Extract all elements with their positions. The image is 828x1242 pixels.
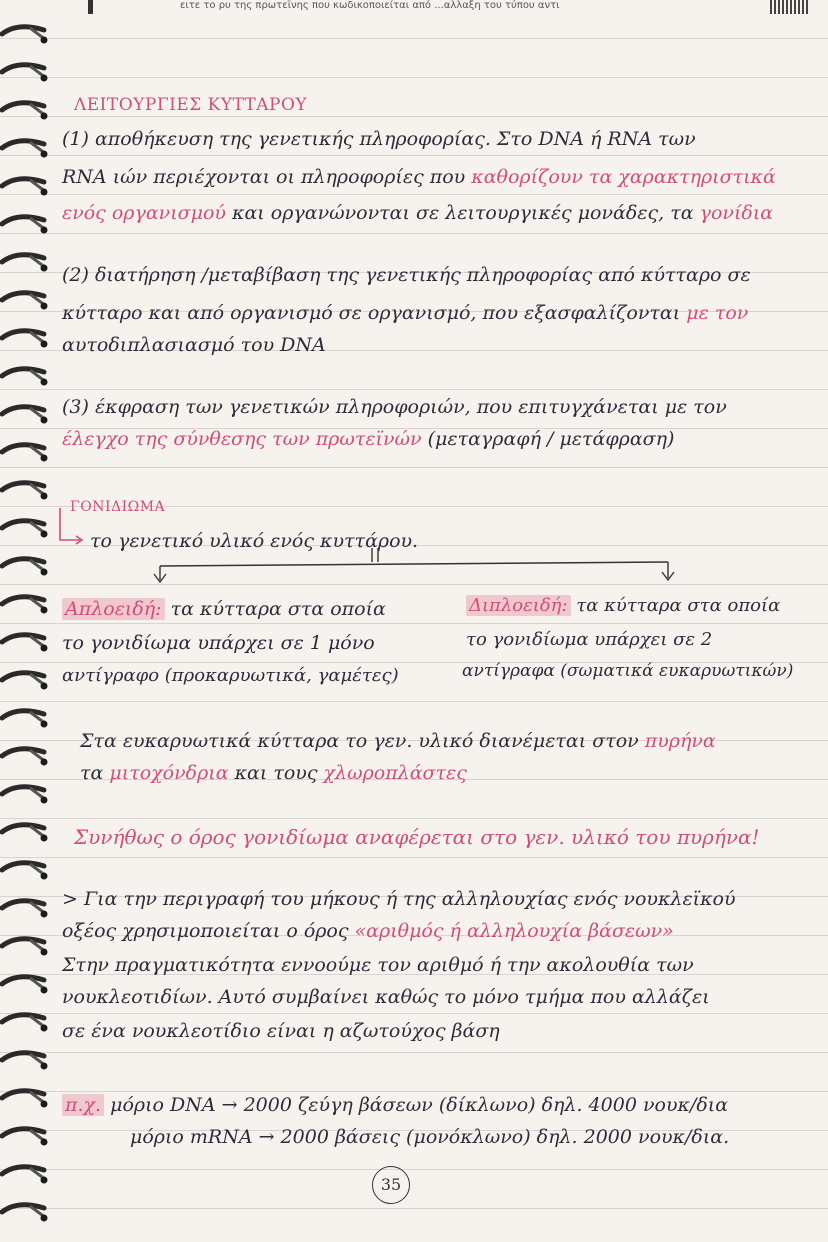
spiral-ring [0, 96, 50, 126]
spiral-ring [0, 856, 50, 886]
heading-genome: ΓΟΝΙΔΙΩΜΑ [70, 499, 166, 515]
spiral-ring [0, 400, 50, 430]
spiral-ring [0, 172, 50, 202]
line-13-left: αντίγραφο (προκαρυωτικά, γαμέτες) [62, 665, 399, 686]
line-4: (2) διατήρηση /μεταβίβαση της γενετικής πληροφορίας από κύτταρο σε [62, 264, 751, 286]
spiral-ring [0, 894, 50, 924]
heading-functions: ΛΕΙΤΟΥΡΓΙΕΣ ΚΥΤΤΑΡΟΥ [74, 95, 308, 115]
line-2: RNA ιών περιέχονται οι πληροφορίες που καθορίζουν τα χαρακτηριστικά [62, 166, 776, 188]
line-7: (3) έκφραση των γενετικών πληροφοριών, που επιτυγχάνεται με τον [62, 396, 727, 418]
spiral-ring [0, 1122, 50, 1152]
spiral-ring [0, 742, 50, 772]
spiral-ring [0, 286, 50, 316]
spiral-ring [0, 20, 50, 50]
line-6: αυτοδιπλασιασμό του DNA [62, 334, 326, 356]
spiral-ring [0, 818, 50, 848]
line-1: (1) αποθήκευση της γενετικής πληροφορίας. Στο DNA ή RNA των [62, 128, 696, 150]
spiral-ring [0, 970, 50, 1000]
line-3: ενός οργανισμού και οργανώνονται σε λειτουργικές μονάδες, τα γονίδια [62, 202, 774, 224]
spiral-ring [0, 704, 50, 734]
line-18: οξέος χρησιμοποιείται ο όρος «αριθμός ή αλληλουχία βάσεων» [62, 920, 674, 942]
spiral-ring [0, 438, 50, 468]
spiral-ring [0, 324, 50, 354]
spiral-ring [0, 134, 50, 164]
spiral-ring [0, 932, 50, 962]
barcode-mark [770, 0, 810, 14]
line-8: έλεγχο της σύνθεσης των πρωτεϊνών (μεταγραφή / μετάφραση) [62, 428, 675, 450]
line-13-right: αντίγραφα (σωματικά ευκαρυωτικών) [462, 661, 794, 681]
line-15: τα μιτοχόνδρια και τους χλωροπλάστες [80, 762, 467, 784]
spiral-ring [0, 628, 50, 658]
header-snippet: ειτε το ρυ της πρωτεΐνης που κωδικοποιείται από ...αλλαξη του τύπου αντι [180, 0, 560, 11]
spiral-ring [0, 666, 50, 696]
line-20: νουκλεοτιδίων. Αυτό συμβαίνει καθώς το μόνο τμήμα που αλλάζει [62, 986, 710, 1008]
line-10: το γενετικό υλικό ενός κυττάρου. [90, 530, 419, 552]
spiral-ring [0, 1084, 50, 1114]
spiral-ring [0, 1198, 50, 1228]
line-19: Στην πραγματικότητα εννοούμε τον αριθμό ή την ακολουθία των [62, 954, 694, 976]
spiral-ring [0, 780, 50, 810]
line-22: π.χ. μόριο DNA → 2000 ζεύγη βάσεων (δίκλωνο) δηλ. 4000 νουκ/δια [62, 1086, 728, 1125]
spiral-ring [0, 248, 50, 278]
spiral-ring [0, 1046, 50, 1076]
spiral-ring [0, 58, 50, 88]
line-14: Στα ευκαρυωτικά κύτταρα το γεν. υλικό διανέμεται στον πυρήνα [80, 730, 716, 752]
line-12-left: το γονιδίωμα υπάρχει σε 1 μόνο [62, 632, 375, 654]
spiral-ring [0, 1160, 50, 1190]
line-11-left: Απλοειδή: τα κύτταρα στα οποία [62, 590, 386, 629]
spiral-ring [0, 362, 50, 392]
line-21: σε ένα νουκλεοτίδιο είναι η αζωτούχος βάση [62, 1020, 500, 1042]
line-11-right: Διπλοειδή: τα κύτταρα στα οποία [466, 586, 780, 625]
line-23: μόριο mRNA → 2000 βάσεις (μονόκλωνο) δηλ. 2000 νουκ/δια. [130, 1126, 730, 1148]
page-number: 35 [372, 1166, 410, 1204]
branch-arrow [0, 500, 828, 590]
line-17: > Για την περιγραφή του μήκους ή της αλληλουχίας ενός νουκλεϊκού [62, 888, 736, 910]
binding-mark [88, 0, 93, 14]
spiral-ring [0, 1008, 50, 1038]
spiral-ring [0, 210, 50, 240]
spiral-binding [0, 0, 52, 1242]
spiral-ring [0, 590, 50, 620]
line-5: κύτταρο και από οργανισμό σε οργανισμό, που εξασφαλίζονται με τον [62, 302, 749, 324]
line-12-right: το γονιδίωμα υπάρχει σε 2 [466, 629, 713, 650]
line-16: Συνήθως ο όρος γονιδίωμα αναφέρεται στο γεν. υλικό του πυρήνα! [74, 825, 760, 849]
